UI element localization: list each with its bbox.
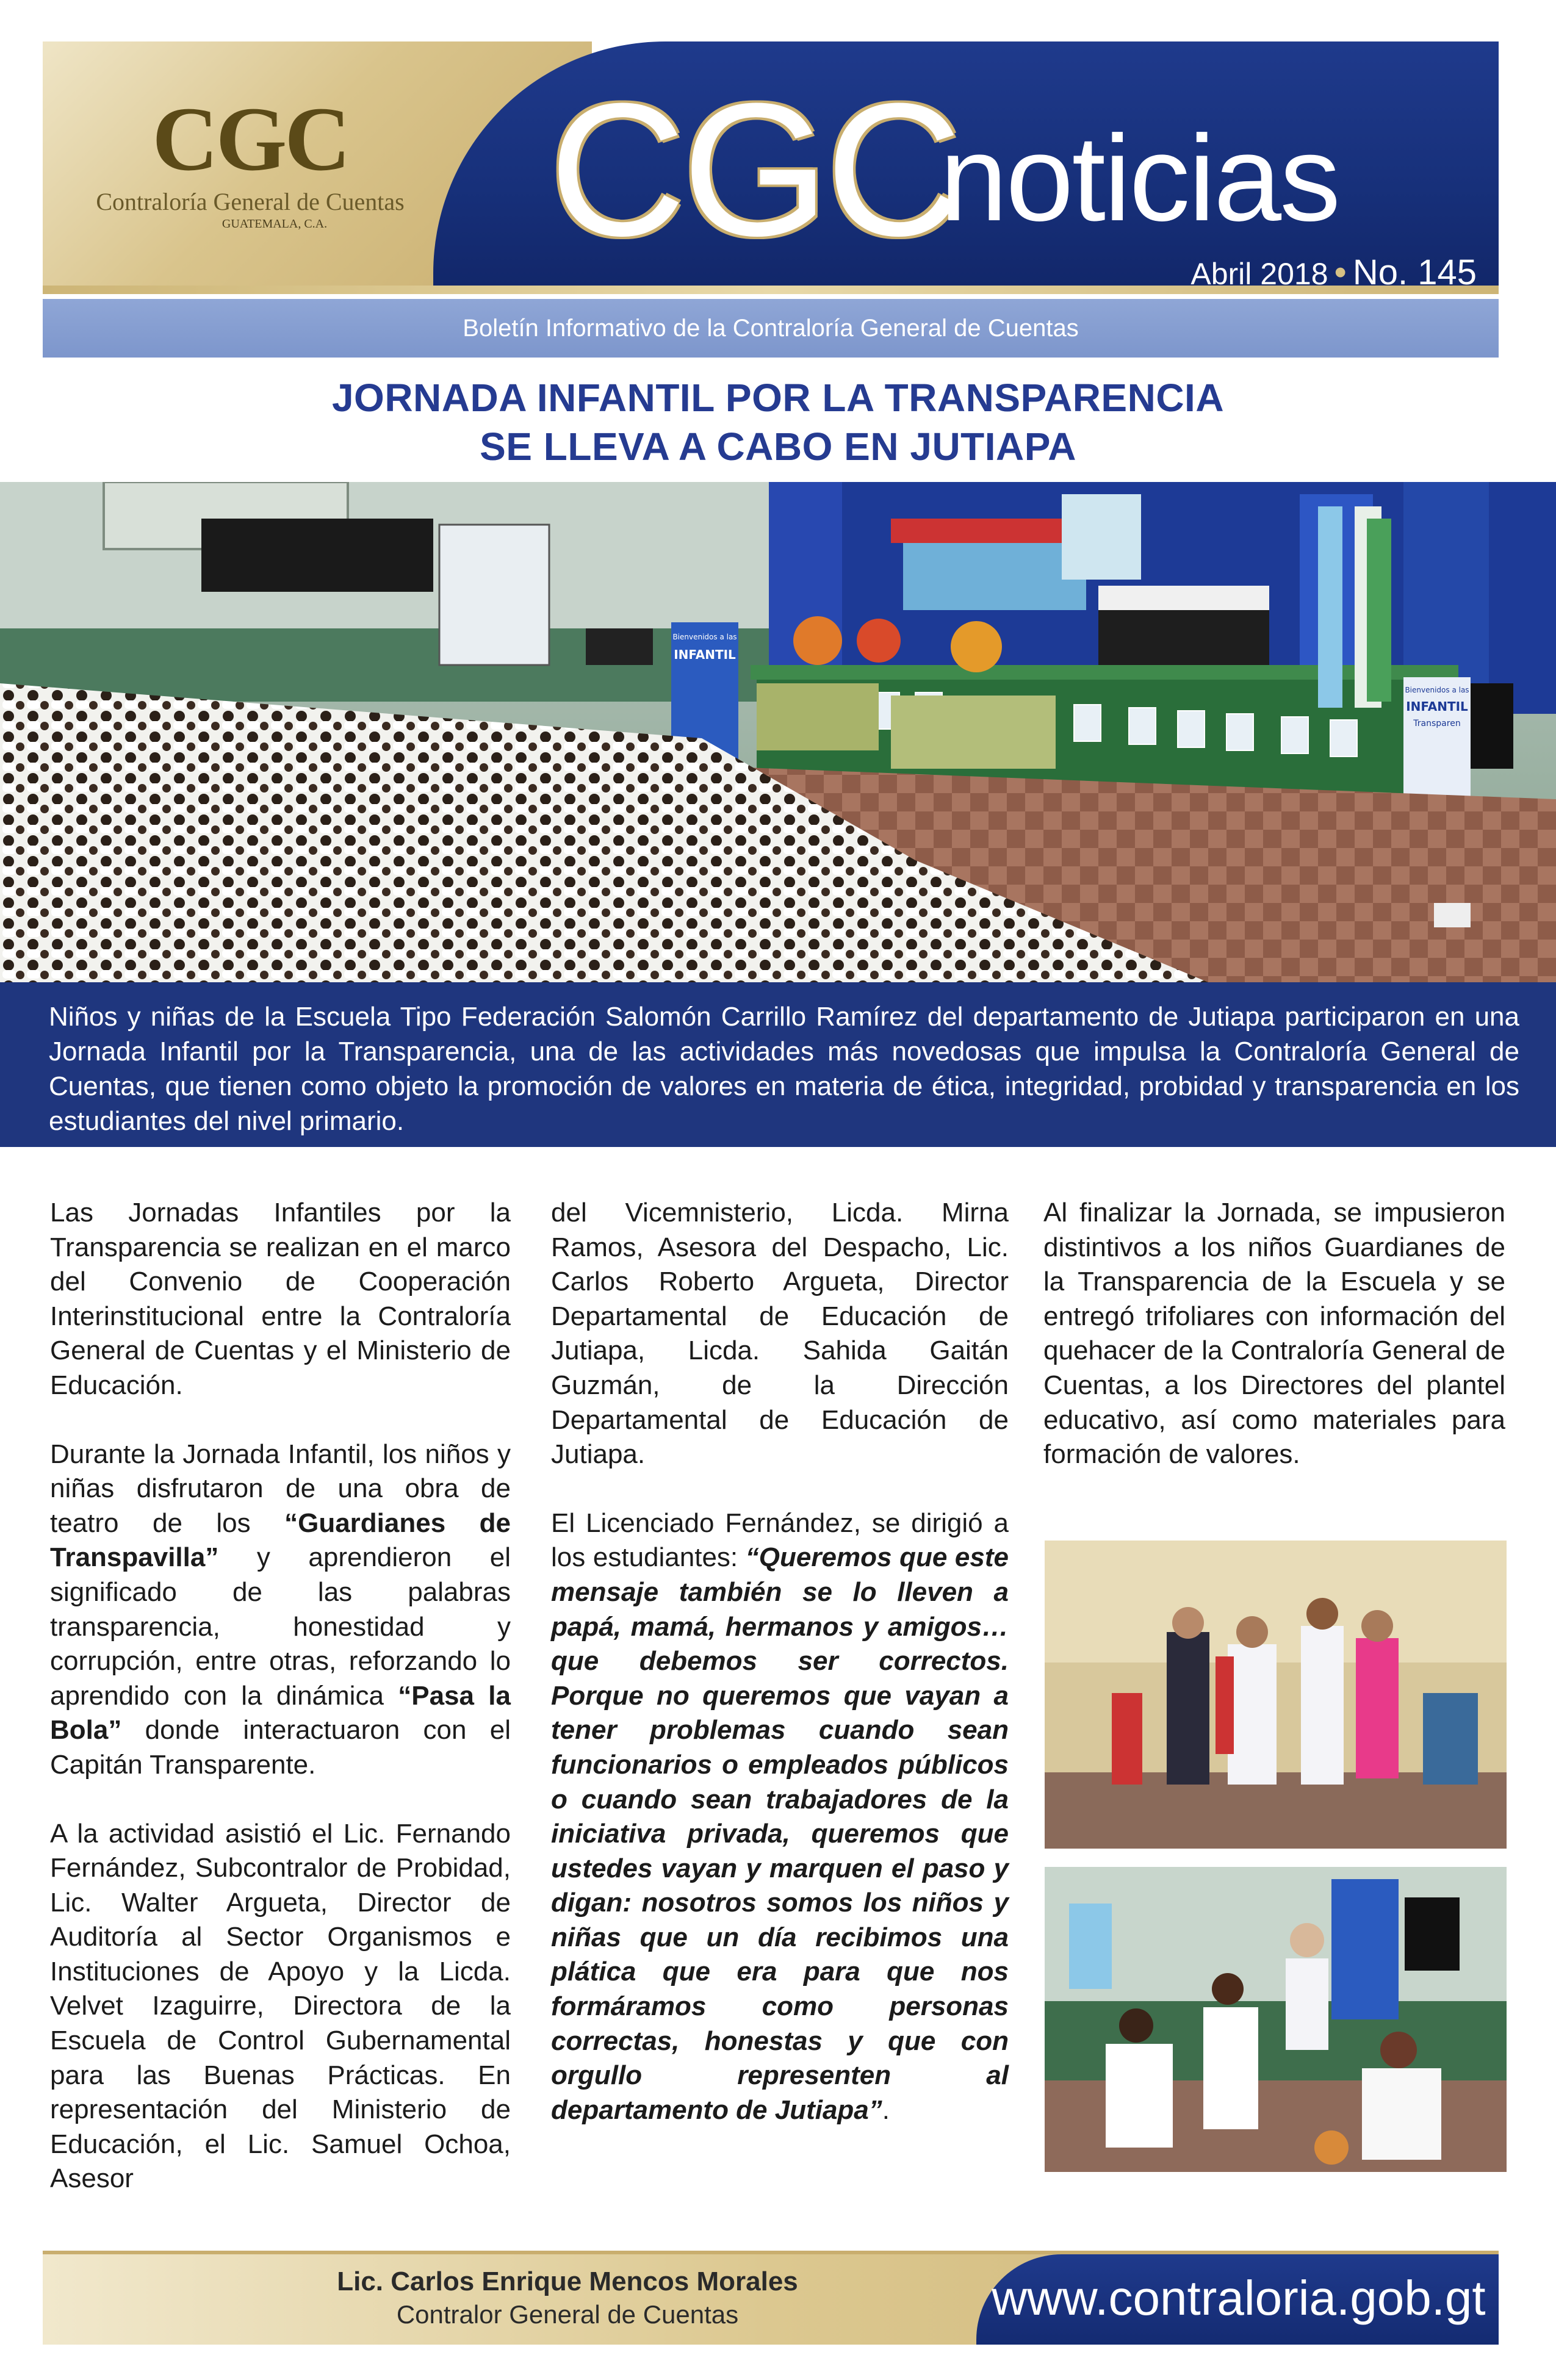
article-column-2 xyxy=(551,1196,1009,2162)
paragraph: Las Jornadas Infantiles por la Transparencia se realizan en el marco del Convenio de Cooperación Interinstitucional entre la Contraloría General de Cuentas y el Ministerio de Educación. xyxy=(50,1198,511,1400)
article-headline xyxy=(61,373,1495,471)
banner-right-sub: Transparen xyxy=(1413,719,1461,728)
signer-role: Contralor General de Cuentas xyxy=(396,2300,739,2329)
cgc-logo-mark: CGC xyxy=(152,88,348,190)
bullet-icon: • xyxy=(1334,253,1347,292)
banner-right-text: Bienvenidos a las xyxy=(1405,686,1469,694)
text-run: donde interactuaron con el Capitán Transparente. xyxy=(50,1715,511,1780)
headline-line-1: JORNADA INFANTIL POR LA TRANSPARENCIA xyxy=(331,376,1225,420)
newsletter-title-noticias: noticias xyxy=(940,110,1339,246)
banner-left-text: Bienvenidos a las xyxy=(672,633,737,641)
article-column-3 xyxy=(1043,1196,1505,1506)
masthead xyxy=(43,41,1499,292)
text-run: . xyxy=(882,2094,890,2125)
issue-date: Abril 2018 xyxy=(1190,257,1328,291)
activity-photo xyxy=(1045,1867,1507,2172)
newsletter-title-cgc: CGC xyxy=(549,63,959,275)
activity-illustration xyxy=(1045,1867,1507,2172)
ceremony-illustration xyxy=(1045,1541,1507,1849)
banner-right-title: INFANTIL xyxy=(1406,699,1468,714)
ceremony-photo xyxy=(1045,1541,1507,1849)
issue-info xyxy=(1190,254,1477,293)
footer-signature xyxy=(262,2265,873,2331)
paragraph xyxy=(551,1506,1009,2128)
paragraph: A la actividad asistió el Lic. Fernando Fernández, Subcontralor de Probidad, Lic. Walter Argueta, Director de Auditoría al Sector Organismos e Instituciones de Apoyo y la Licda. Velvet Izaguirre, Directora de la Escuela de Control Gubernamental para las Buenas Prácticas. En representación del Ministerio de Educación, el Lic. Samuel Ochoa, Asesor xyxy=(50,1818,511,2194)
cgc-logo xyxy=(55,90,445,249)
headline-line-2: SE LLEVA A CABO EN JUTIAPA xyxy=(480,425,1076,469)
bold-play-title: “Guardianes de Transpavilla” xyxy=(50,1508,511,1573)
paragraph: Al finalizar la Jornada, se impusieron distintivos a los niños Guardianes de la Transparencia de la Escuela y se entregó trifoliares con información del quehacer de la Contraloría General de Cuentas, a los Directores del plantel educativo, así como materiales para formación de valores. xyxy=(1043,1198,1505,1470)
event-hall-photo xyxy=(0,482,1556,982)
website-link[interactable]: www.contraloria.gob.gt xyxy=(992,2271,1486,2325)
signer-name: Lic. Carlos Enrique Mencos Morales xyxy=(337,2267,798,2296)
paragraph: del Vicemnisterio, Licda. Mirna Ramos, Asesora del Despacho, Lic. Carlos Roberto Argueta, Director Departamental de Educación de Jutiapa, Licda. Sahida Gaitán Guzmán, de la Dirección Departamental de Educación de Jutiapa. xyxy=(551,1198,1009,1470)
speech-quote: “Queremos que este mensaje también se lo lleven a papá, mamá, hermanos y amigos… que debemos ser correctos. Porque no queremos que vayan a tener problemas cuando sean funcionarios o empleados públicos o cuando sean trabajadores de la iniciativa privada, queremos que ustedes vayan y marquen el paso y digan: nosotros somos los niños y niñas que un día recibimos una plática que era para que nos formáramos como personas correctas, honestas y que con orgullo representen al departamento de Jutiapa” xyxy=(551,1542,1009,2125)
cgc-logo-name: Contraloría General de Cuentas xyxy=(96,188,405,215)
issue-number: No. 145 xyxy=(1352,253,1477,292)
bulletin-subtitle: Boletín Informativo de la Contraloría General de Cuentas xyxy=(43,299,1499,358)
event-hall-illustration xyxy=(0,482,1556,982)
cgc-logo-country: GUATEMALA, C.A. xyxy=(222,217,328,231)
bold-dynamic-title: “Pasa la Bola” xyxy=(50,1680,511,1745)
article-column-1 xyxy=(50,1196,511,2231)
photo-caption: Niños y niñas de la Escuela Tipo Federación Salomón Carrillo Ramírez del departamento de Jutiapa participaron en una Jornada Infantil por la Transparencia, una de las actividades más novedosas que impulsa la Contraloría General de Cuentas, que tienen como objeto la promoción de valores en materia de ética, integridad, probidad y transparencia en los estudiantes del nivel primario. xyxy=(0,982,1556,1147)
text-run: Durante la Jornada Infantil, los niños y niñas disfrutaron de una obra de teatro de los xyxy=(50,1439,511,1538)
banner-left-title: INFANTIL xyxy=(674,647,736,662)
text-run: El Licenciado Fernández, se dirigió a los estudiantes: xyxy=(551,1508,1009,1573)
paragraph xyxy=(50,1437,511,1783)
text-run: y aprendieron el significado de las palabras transparencia, honestidad y corrupción, entre otras, reforzando lo aprendido con la dinámica xyxy=(50,1542,511,1711)
